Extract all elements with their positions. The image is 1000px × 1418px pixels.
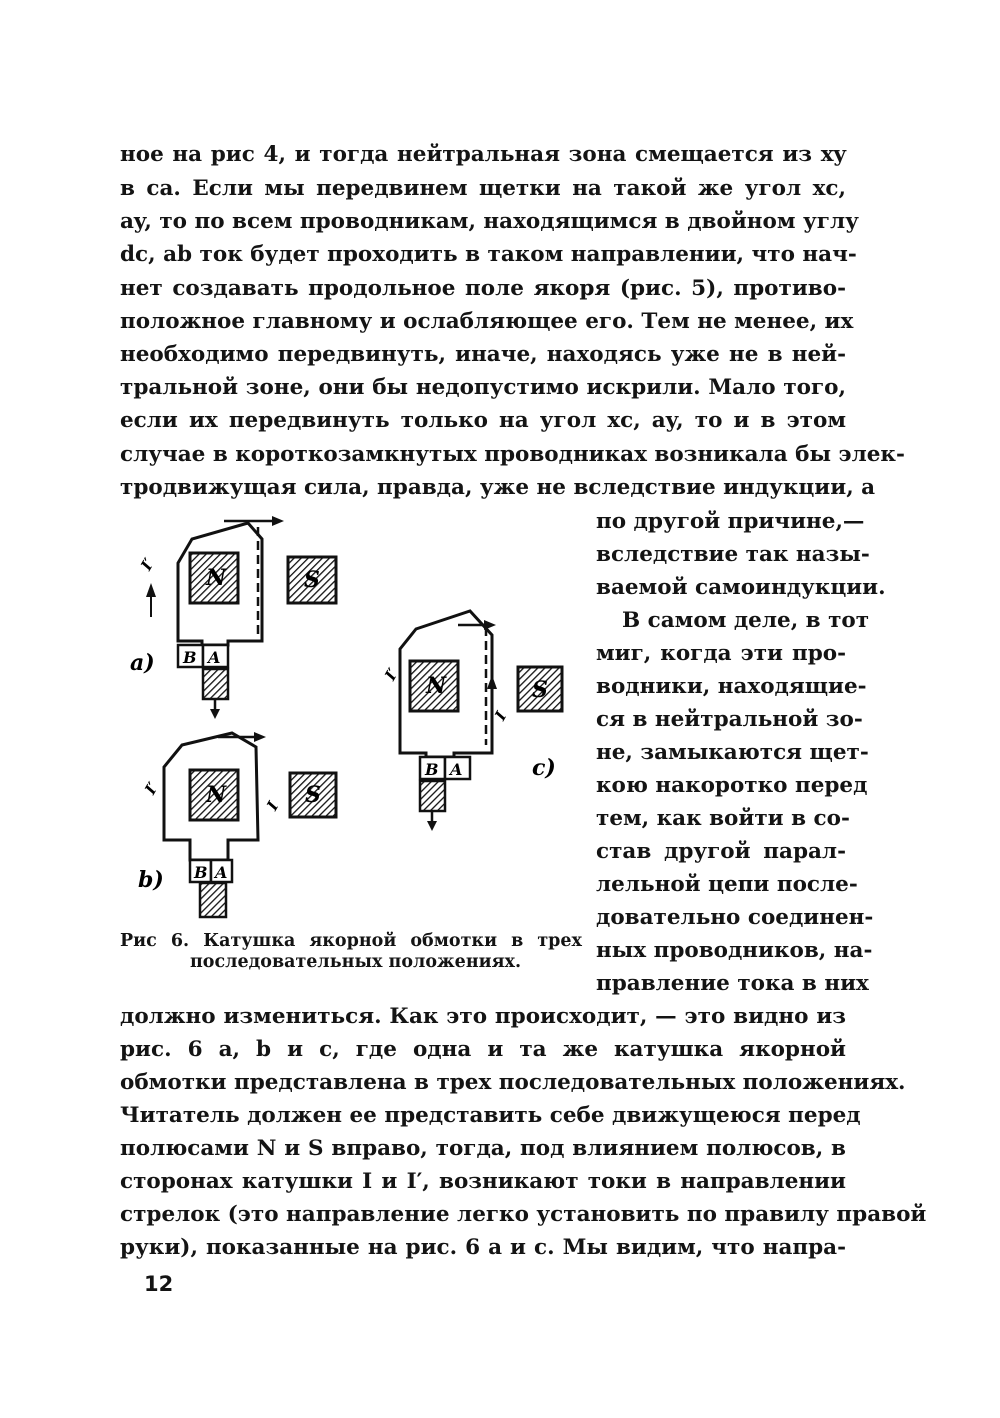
- coil-position-b: [164, 732, 336, 917]
- page-number: 12: [144, 1272, 174, 1296]
- current-arrow-icon: [487, 675, 497, 689]
- text-line: Читатель должен ее представить себе движущеюся перед: [120, 1103, 861, 1128]
- text-line: вследствие так назы-: [596, 542, 870, 567]
- text-line: ваемой самоиндукции.: [596, 575, 886, 600]
- coil-position-a: [146, 516, 336, 719]
- down-arrow-icon: [427, 821, 437, 831]
- side-i-prime-label: I′: [381, 664, 403, 684]
- arrow-head-icon: [254, 732, 266, 742]
- side-i-label: I: [263, 798, 283, 814]
- brush-a-label: A: [450, 760, 463, 779]
- pole-s-label: S: [304, 567, 320, 593]
- coil-position-c: [400, 611, 562, 831]
- text-line: сторонах катушки I и I′, возникают токи в направлении: [120, 1169, 846, 1194]
- text-line: должно измениться. Как это происходит, — это видно из: [120, 1004, 846, 1029]
- text-line: рис. 6 a, b и c, где одна и та же катушка якорной: [120, 1037, 846, 1062]
- label-a: a): [130, 650, 155, 676]
- down-arrow-icon: [210, 709, 220, 719]
- text-line: не, замыкаются щет-: [596, 740, 869, 765]
- text-line: кою накоротко перед: [596, 773, 868, 798]
- arrow-head-icon: [272, 516, 284, 526]
- text-line: тродвижущая сила, правда, уже не вследствие индукции, а: [120, 475, 876, 500]
- pole-n-label: N: [426, 673, 447, 699]
- text-line: руки), показанные на рис. 6 a и c. Мы видим, что напра-: [120, 1235, 846, 1260]
- text-line: миг, когда эти про-: [596, 641, 846, 666]
- text-line: необходимо передвинуть, иначе, находясь уже не в ней-: [120, 342, 846, 367]
- pole-s-label: S: [305, 782, 321, 808]
- figure-caption-continued: последовательных положениях.: [190, 952, 522, 972]
- text-line: полюсами N и S вправо, тогда, под влиянием полюсов, в: [120, 1136, 846, 1161]
- text-line: случае в короткозамкнутых проводниках возникала бы элек-: [120, 442, 905, 467]
- armature-coil-figure: [120, 505, 585, 925]
- text-line: стрелок (это направление легко установить по правилу правой: [120, 1202, 927, 1227]
- pole-n-label: N: [206, 565, 227, 591]
- text-line: тем, как войти в со-: [596, 806, 850, 831]
- text-line: в ca. Если мы передвинем щетки на такой же угол xc,: [120, 176, 846, 201]
- text-line: правление тока в них: [596, 971, 869, 996]
- brush-b-label: B: [194, 863, 208, 882]
- text-line: тральной зоне, они бы недопустимо искрили. Мало того,: [120, 375, 846, 400]
- text-line: положное главному и ослабляющее его. Тем не менее, их: [120, 309, 854, 334]
- figure-caption: Рис 6. Катушка якорной обмотки в трех: [120, 931, 582, 951]
- text-line: ся в нейтральной зо-: [596, 707, 863, 732]
- pole-n-label: N: [206, 782, 227, 808]
- text-line: если их передвинуть только на угол xc, ay, то и в этом: [120, 408, 846, 433]
- text-line: лельной цепи после-: [596, 872, 858, 897]
- side-i-prime-label: I′: [141, 778, 163, 798]
- text-line: нет создавать продольное поле якоря (рис. 5), противо-: [120, 276, 846, 301]
- text-line: став другой парал-: [596, 839, 846, 864]
- current-arrow-icon: [146, 583, 156, 597]
- pole-s-label: S: [532, 677, 548, 703]
- side-i-label: I: [491, 708, 511, 724]
- side-i-prime-label: I′: [137, 554, 159, 574]
- text-line: ay, то по всем проводникам, находящимся в двойном углу: [120, 209, 859, 234]
- commutator-brush: [420, 781, 445, 811]
- text-line: В самом деле, в тот: [622, 608, 870, 633]
- text-line: водники, находящие-: [596, 674, 867, 699]
- text-line: довательно соединен-: [596, 905, 874, 930]
- label-b: b): [138, 867, 164, 893]
- commutator-brush: [203, 669, 228, 699]
- brush-a-label: A: [208, 648, 221, 667]
- text-line: dc, ab ток будет проходить в таком направлении, что нач-: [120, 242, 857, 267]
- text-line: обмотки представлена в трех последовательных положениях.: [120, 1070, 906, 1095]
- brush-b-label: B: [425, 760, 439, 779]
- label-c: c): [532, 755, 556, 781]
- text-line: по другой причине,—: [596, 509, 865, 534]
- brush-b-label: B: [183, 648, 197, 667]
- text-line: ное на рис 4, и тогда нейтральная зона смещается из xy: [120, 142, 846, 167]
- commutator-brush: [200, 883, 226, 917]
- text-line: ных проводников, на-: [596, 938, 873, 963]
- brush-a-label: A: [215, 863, 228, 882]
